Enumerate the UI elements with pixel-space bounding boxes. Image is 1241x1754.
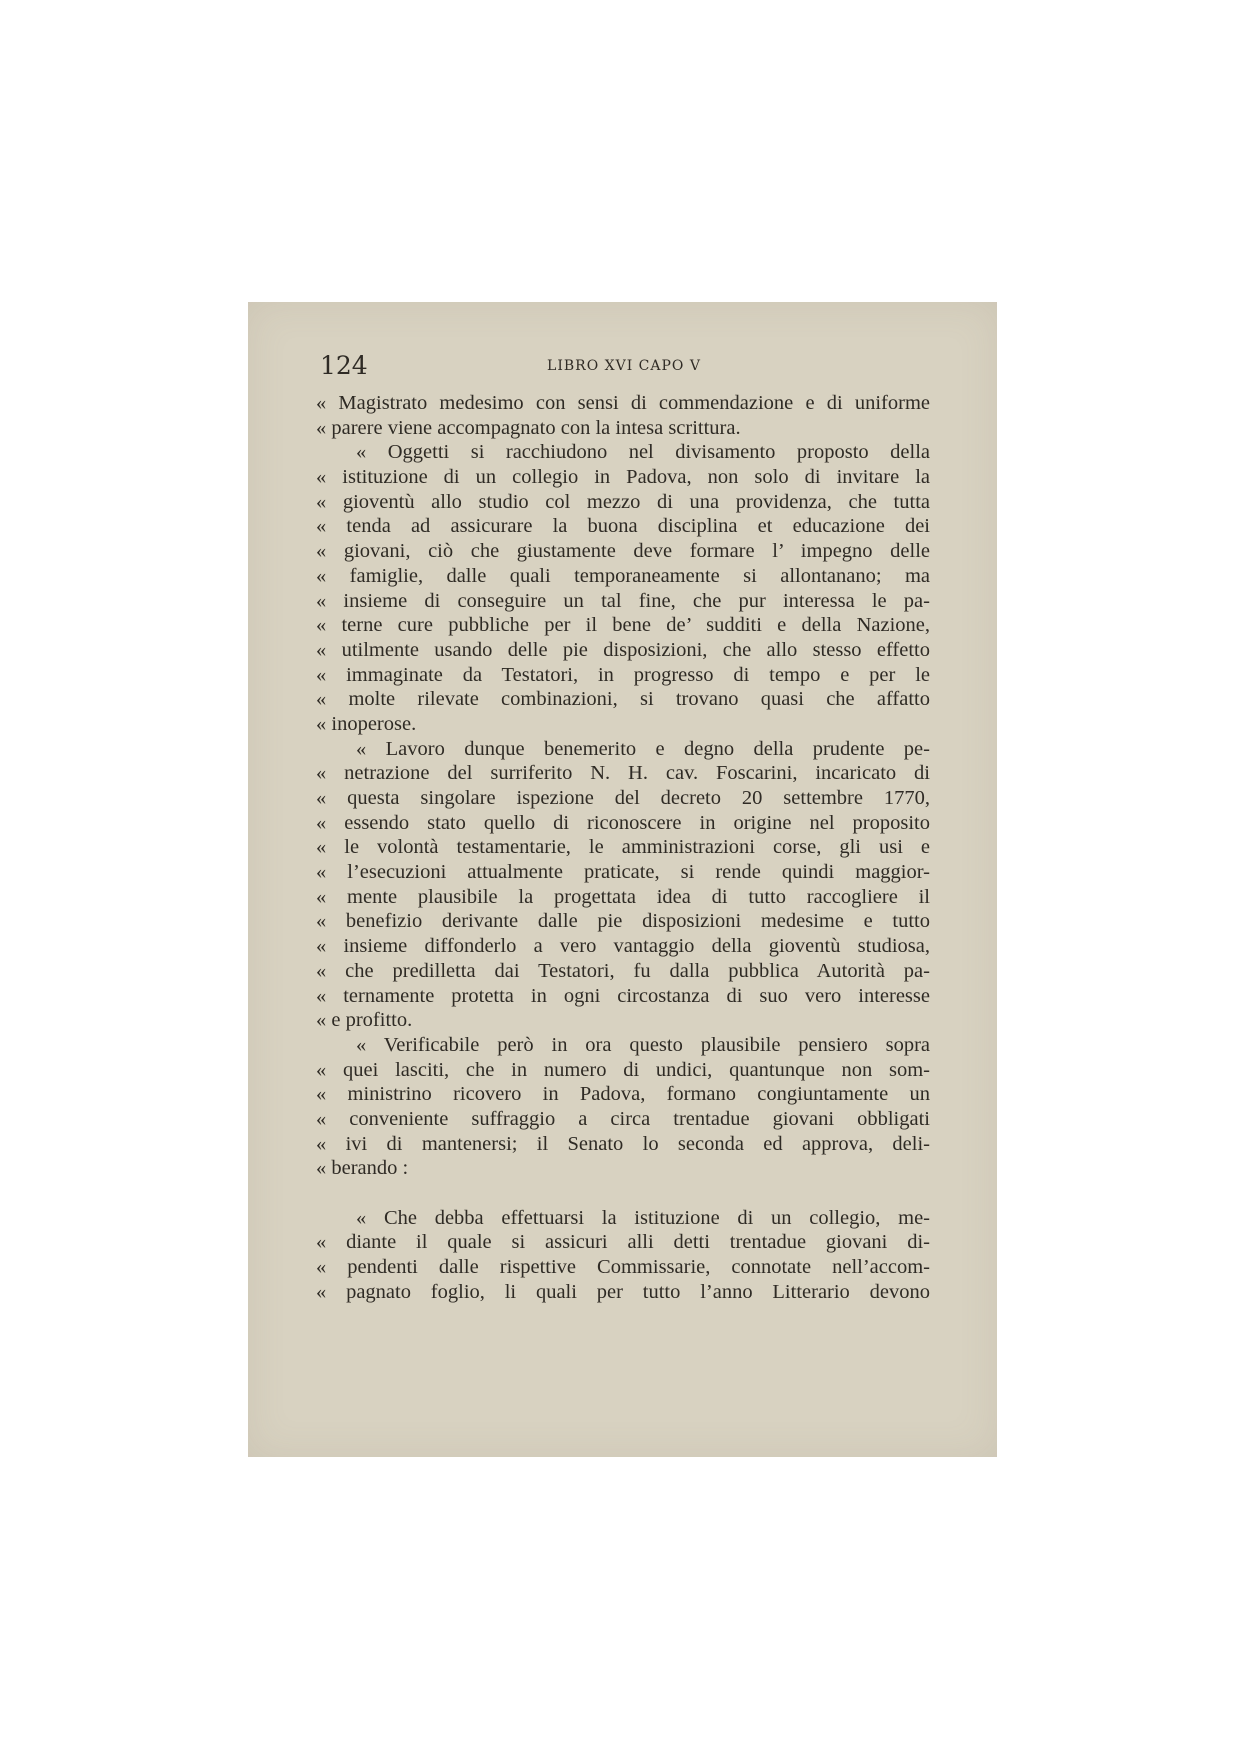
text-line: « berando : [316,1157,409,1180]
text-line: « parere viene accompagnato con la intesa scrittura. [316,416,741,439]
scanned-page [248,302,997,1457]
text-line: « Oggetti si racchiudono nel divisamento proposto della [356,441,930,464]
text-line: « insieme diffonderlo a vero vantaggio della gioventù studiosa, [316,935,930,958]
text-line: « inoperose. [316,712,417,735]
text-line: « mente plausibile la progettata idea di tutto raccogliere il [316,885,930,908]
text-line: « netrazione del surriferito N. H. cav. Foscarini, incaricato di [316,762,930,785]
text-line: « ternamente protetta in ogni circostanza di suo vero interesse [316,984,930,1007]
text-line: « gioventù allo studio col mezzo di una providenza, che tutta [316,490,930,513]
text-line: « famiglie, dalle quali temporaneamente si allontanano; ma [316,564,930,587]
page-number: 124 [320,351,368,380]
text-line: « quei lasciti, che in numero di undici, quantunque non som- [316,1058,930,1081]
text-line: « pendenti dalle rispettive Commissarie, connotate nell’accom- [316,1256,930,1279]
text-line: « tenda ad assicurare la buona disciplina et educazione dei [316,515,930,538]
text-line: « ivi di mantenersi; il Senato lo seconda ed approva, deli- [316,1132,930,1155]
text-line: « istituzione di un collegio in Padova, non solo di invitare la [316,466,930,489]
text-line: « e profitto. [316,1009,413,1032]
text-line: « ministrino ricovero in Padova, formano congiuntamente un [316,1083,930,1106]
text-line: « pagnato foglio, li quali per tutto l’anno Litterario devono [316,1280,930,1303]
text-line: « l’esecuzioni attualmente praticate, si rende quindi maggior- [316,861,930,884]
running-head: LIBRO XVI CAPO V [547,358,701,374]
text-line: « conveniente suffraggio a circa trentadue giovani obbligati [316,1107,930,1130]
text-line: « Che debba effettuarsi la istituzione di un collegio, me- [356,1206,930,1229]
text-line: « Lavoro dunque benemerito e degno della prudente pe- [356,737,930,760]
text-line: « terne cure pubbliche per il bene de’ sudditi e della Nazione, [316,614,930,637]
text-line: « utilmente usando delle pie disposizioni, che allo stesso effetto [316,638,930,661]
page-header [320,352,928,380]
text-line: « molte rilevate combinazioni, si trovano quasi che affatto [316,688,930,711]
text-line: « insieme di conseguire un tal fine, che pur interessa le pa- [316,589,930,612]
text-line: « giovani, ciò che giustamente deve formare l’ impegno delle [316,540,930,563]
text-line: « diante il quale si assicuri alli detti trentadue giovani di- [316,1231,930,1254]
text-line: « immaginate da Testatori, in progresso di tempo e per le [316,663,930,686]
text-line: « benefizio derivante dalle pie disposizioni medesime e tutto [316,910,930,933]
text-line: « che predilletta dai Testatori, fu dalla pubblica Autorità pa- [316,959,930,982]
text-line: « questa singolare ispezione del decreto 20 settembre 1770, [316,787,930,809]
text-line: « Verificabile però in ora questo plausibile pensiero sopra [356,1033,930,1056]
paragraph-gap [316,1181,930,1206]
text-line: « le volontà testamentarie, le amministrazioni corse, gli usi e [316,836,930,859]
text-line: « essendo stato quello di riconoscere in origine nel proposito [316,811,930,834]
text-line: « Magistrato medesimo con sensi di commendazione e di uniforme [316,392,930,414]
body-text [316,391,930,1304]
